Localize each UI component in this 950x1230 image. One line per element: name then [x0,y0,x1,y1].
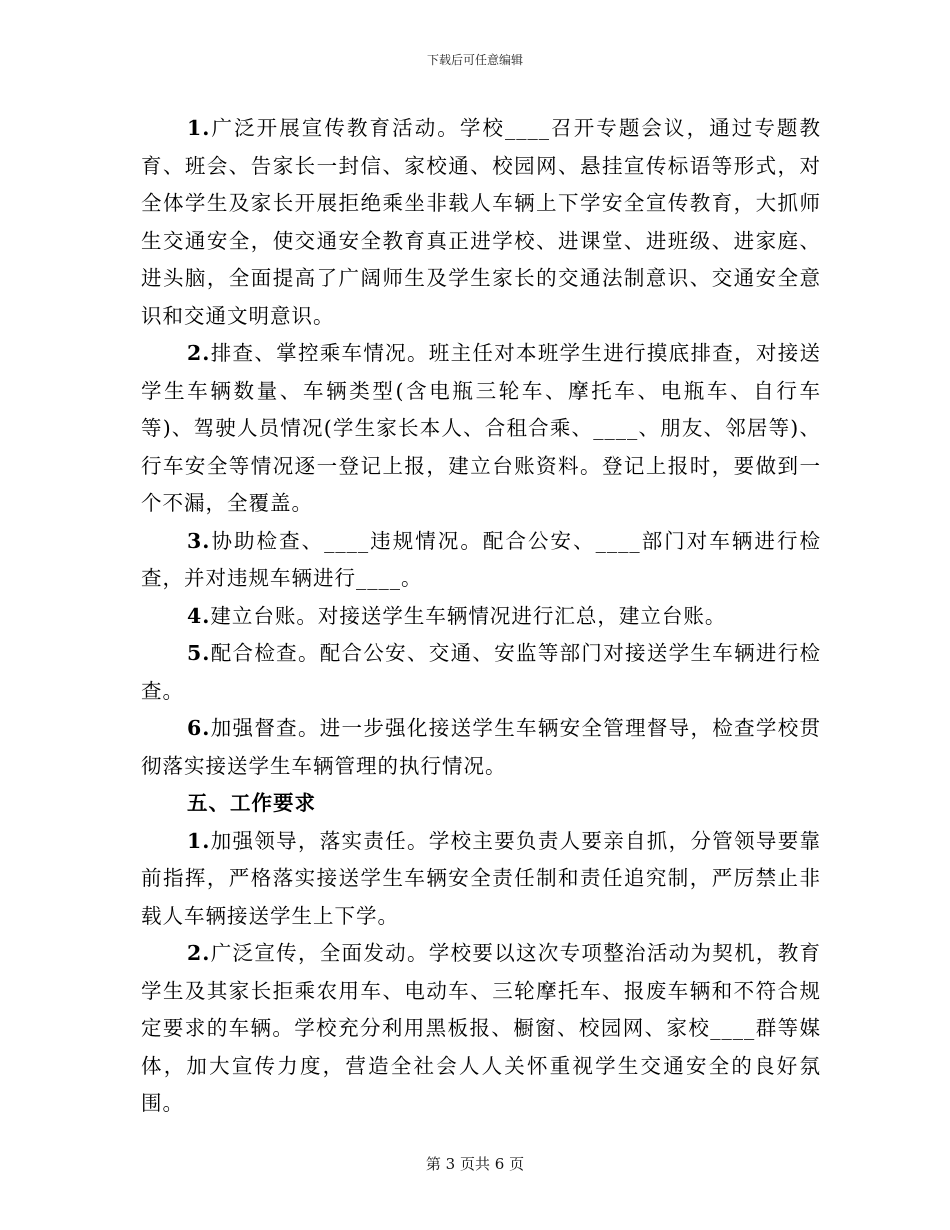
requirement-2 [141,935,821,1123]
paragraph-text: 广泛宣传，全面发动。学校要以这次专项整治活动为契机，教育学生及其家长拒乘农用车、电动车、三轮摩托车、报废车辆和不符合规定要求的车辆。学校充分利用黑板报、橱窗、校园网、家校____群等媒体，加大宣传力度，营造全社会人人关怀重视学生交通安全的良好氛围。 [141,941,821,1115]
section-heading: 五、工作要求 [187,791,316,815]
document-body [141,110,821,1123]
paragraph-number: 1. [187,828,211,853]
requirement-1 [141,823,821,936]
paragraph-text: 加强领导，落实责任。学校主要负责人要亲自抓，分管领导要靠前指挥，严格落实接送学生车辆安全责任制和责任追究制，严厉禁止非载人车辆接送学生上下学。 [141,828,821,928]
paragraph-number: 3. [187,528,211,553]
paragraph-number: 2. [187,341,211,365]
paragraph-text: 排查、掌控乘车情况。班主任对本班学生进行摸底排查，对接送学生车辆数量、车辆类型(含电瓶三轮车、摩托车、电瓶车、自行车等)、驾驶人员情况(学生家长本人、合租合乘、____、朋友、邻居等)、行车安全等情况逐一登记上报，建立台账资料。登记上报时，要做到一个不漏，全覆盖。 [141,341,821,515]
paragraph-5 [141,635,821,710]
paragraph-text: 加强督查。进一步强化接送学生车辆安全管理督导，检查学校贯彻落实接送学生车辆管理的执行情况。 [141,716,821,778]
paragraph-text: 配合检查。配合公安、交通、安监等部门对接送学生车辆进行检查。 [141,641,821,703]
paragraph-text: 广泛开展宣传教育活动。学校____召开专题会议，通过专题教育、班会、告家长一封信、家校通、校园网、悬挂宣传标语等形式，对全体学生及家长开展拒绝乘坐非载人车辆上下学安全宣传教育，大抓师生交通安全，使交通安全教育真正进学校、进课堂、进班级、进家庭、进头脑，全面提高了广阔师生及学生家长的交通法制意识、交通安全意识和交通文明意识。 [141,116,821,328]
paragraph-text: 建立台账。对接送学生车辆情况进行汇总，建立台账。 [210,603,727,628]
paragraph-number: 5. [187,641,211,665]
paragraph-4 [141,598,821,636]
paragraph-number: 6. [187,716,211,740]
page-header-note: 下载后可任意编辑 [426,53,523,67]
paragraph-number: 2. [187,941,211,965]
paragraph-1 [141,110,821,335]
paragraph-text: 协助检查、____违规情况。配合公安、____部门对车辆进行检查，并对违规车辆进行____。 [141,528,821,590]
paragraph-6 [141,710,821,785]
paragraph-number: 1. [187,116,211,140]
paragraph-2 [141,335,821,523]
page-number-footer: 第 3 页共 6 页 [425,1155,525,1173]
paragraph-number: 4. [187,603,211,628]
paragraph-3 [141,523,821,598]
